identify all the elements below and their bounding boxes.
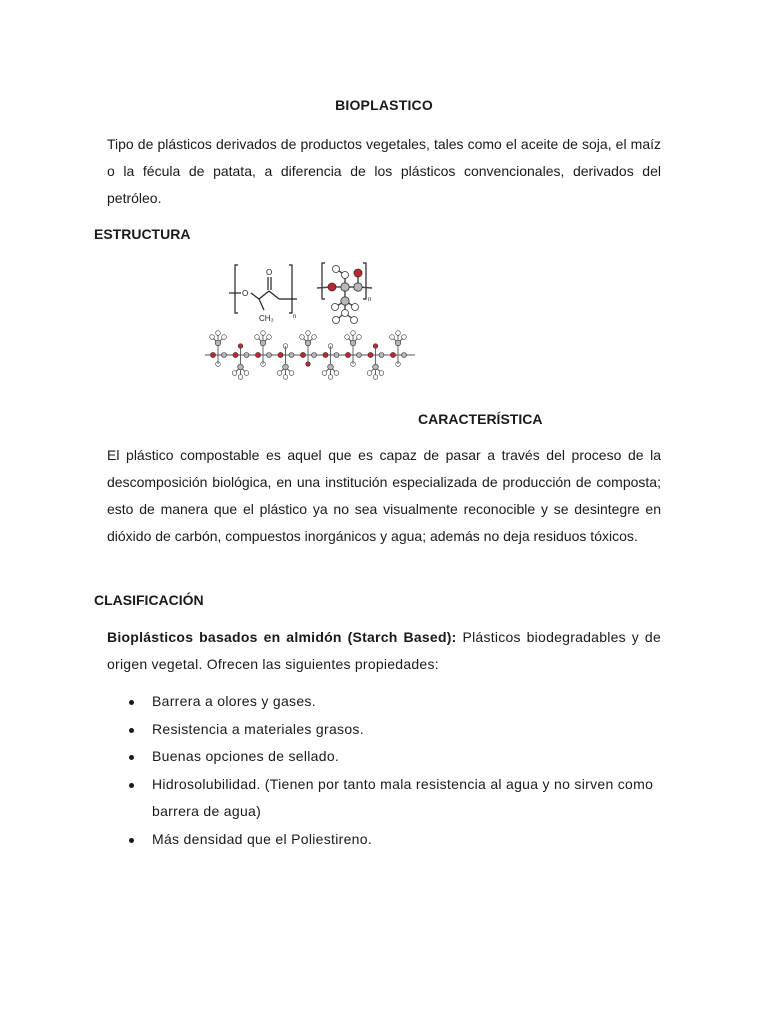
list-item-text: Buenas opciones de sellado. — [152, 748, 340, 764]
carbon-atom — [244, 353, 249, 358]
carbon-atom — [267, 353, 272, 358]
bullet-icon — [129, 700, 134, 705]
caracteristica-paragraph: El plástico compostable es aquel que es capaz de pasar a través del proceso de la descomposición biológica, en una institución especializada de producción de composta; esto de manera que el plástico ya no sea visualmente reconocible y se desintegre en dióxido de carbón, compuestos inorgánicos y agua; además no deja residuos tóxicos. — [107, 447, 661, 544]
hydrogen-atom — [255, 335, 260, 340]
document-title: BIOPLASTICO — [335, 97, 433, 113]
hydrogen-atom — [244, 371, 249, 376]
carbon-atom — [283, 364, 289, 370]
bullet-icon — [129, 728, 134, 733]
list-item — [107, 826, 667, 854]
caracteristica-heading: CARACTERÍSTICA — [418, 411, 543, 427]
bullet-icon — [129, 783, 134, 788]
carbon-atom — [238, 364, 244, 370]
hydrogen-atom — [402, 335, 407, 340]
oxygen-atom — [233, 352, 238, 357]
bullet-icon — [129, 838, 134, 843]
hydrogen-atom — [379, 371, 384, 376]
hydrogen-atom — [357, 335, 362, 340]
oxygen-atom — [323, 352, 328, 357]
hydrogen-atom — [283, 375, 288, 380]
starch-based-paragraph — [107, 624, 661, 678]
hydrogen-atom — [210, 335, 215, 340]
carbon-atom — [222, 353, 227, 358]
carbon-atom — [373, 364, 379, 370]
hydrogen-atom — [373, 375, 378, 380]
estructura-heading: ESTRUCTURA — [94, 226, 191, 242]
hydrogen-atom — [222, 335, 227, 340]
clasificacion-heading: CLASIFICACIÓN — [94, 592, 204, 608]
hydrogen-atom — [322, 371, 327, 376]
oxygen-atom — [210, 352, 215, 357]
carbon-atom — [215, 340, 221, 346]
carbon-atom — [402, 353, 407, 358]
oxygen-atom — [300, 352, 305, 357]
oxygen-atom — [255, 352, 260, 357]
repeat-n-label-2: n — [368, 297, 372, 303]
hydrogen-atom — [396, 331, 401, 336]
hydrogen-atom — [261, 331, 266, 336]
carbon-atom — [395, 340, 401, 346]
carbon-atom — [289, 353, 294, 358]
hydrogen-atom — [334, 371, 339, 376]
hydrogen-atom — [300, 335, 305, 340]
hydrogen-atom — [351, 331, 356, 336]
molecular-structure-figure — [205, 255, 415, 390]
carbon-atom — [305, 340, 311, 346]
list-item — [107, 771, 667, 826]
starch-based-description: Plásticos biodegradables y de origen vegetal. Ofrecen las siguientes propiedades: — [107, 629, 661, 672]
bullet-icon — [129, 755, 134, 760]
hydrogen-atom — [367, 371, 372, 376]
methyl-label: CH₃ — [259, 314, 274, 323]
pla-unit-diagram — [229, 265, 297, 313]
list-item-text: Más densidad que el Poliestireno. — [152, 830, 373, 847]
oxygen-atom — [368, 352, 373, 357]
hydrogen-atom — [306, 331, 311, 336]
carbon-atom — [260, 340, 266, 346]
oxygen-atom — [390, 352, 395, 357]
hydrogen-atom — [390, 335, 395, 340]
hydrogen-atom — [238, 375, 243, 380]
list-item-text: Barrera a olores y gases. — [152, 693, 316, 709]
oxygen-atom — [345, 352, 350, 357]
carbon-atom — [328, 364, 334, 370]
list-item — [107, 716, 667, 744]
oxygen-label-carbonyl: O — [266, 268, 273, 277]
oxygen-label-ring: O — [242, 289, 249, 298]
starch-based-term: Bioplásticos basados en almidón (Starch Based): — [107, 629, 457, 645]
properties-list — [107, 688, 667, 853]
hydrogen-atom — [328, 375, 333, 380]
hydrogen-atom — [232, 371, 237, 376]
repeat-n-label-1: n — [293, 314, 297, 320]
hydrogen-atom — [345, 335, 350, 340]
carbon-atom — [379, 353, 384, 358]
ball-stick-unit — [317, 263, 372, 324]
carbon-atom — [350, 340, 356, 346]
polymer-chain — [205, 331, 415, 380]
hydrogen-atom — [267, 335, 272, 340]
list-item-text: Resistencia a materiales grasos. — [152, 720, 364, 737]
list-item — [107, 743, 667, 771]
hydrogen-atom — [216, 331, 221, 336]
intro-paragraph: Tipo de plásticos derivados de productos vegetales, tales como el aceite de soja, el maíz o la fécula de patata, a diferencia de los plásticos convencionales, derivados del petróleo. — [107, 136, 661, 206]
hydrogen-atom — [312, 335, 317, 340]
carbon-atom — [334, 353, 339, 358]
hydrogen-atom — [277, 371, 282, 376]
carbon-atom — [312, 353, 317, 358]
list-item-text: Hidrosolubilidad. (Tienen por tanto mala resistencia al agua y no sirven como barrera de agua) — [152, 775, 654, 819]
carbon-atom — [357, 353, 362, 358]
list-item — [107, 688, 667, 716]
hydrogen-atom — [289, 371, 294, 376]
oxygen-atom — [278, 352, 283, 357]
